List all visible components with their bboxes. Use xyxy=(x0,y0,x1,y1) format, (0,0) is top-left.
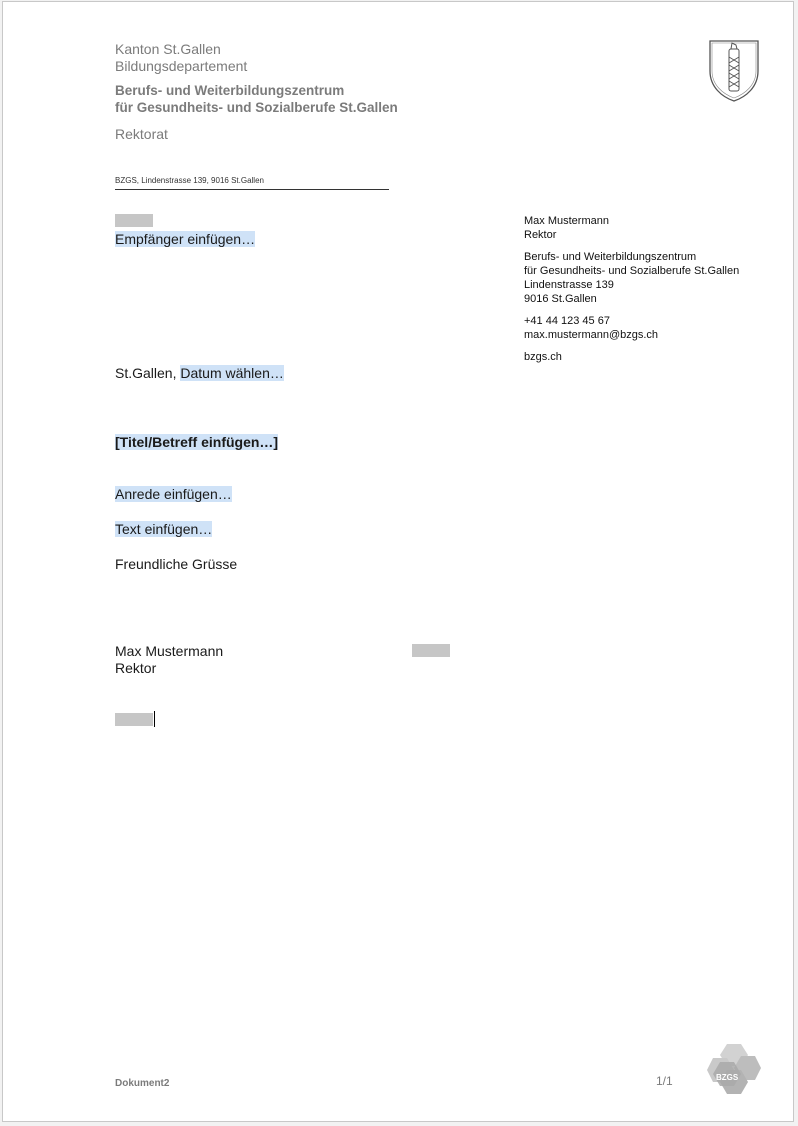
sender-email: max.mustermann@bzgs.ch xyxy=(524,329,659,341)
bzgs-logo-text: BZGS xyxy=(716,1073,739,1082)
sender-name: Max Mustermann xyxy=(524,215,609,227)
unit-name: Rektorat xyxy=(115,126,168,142)
recipient-field[interactable] xyxy=(115,231,255,247)
school-name-line2: für Gesundheits- und Sozialberufe St.Gallen xyxy=(115,100,398,115)
trailing-content-control-tag[interactable] xyxy=(115,713,153,726)
sender-org-line1: Berufs- und Weiterbildungszentrum xyxy=(524,251,697,263)
school-name-line1: Berufs- und Weiterbildungszentrum xyxy=(115,83,345,98)
canton-coat-of-arms-icon xyxy=(708,39,760,103)
sender-block xyxy=(524,214,739,364)
recipient-content-control-tag[interactable] xyxy=(115,214,153,227)
footer-page-number: 1/1 xyxy=(656,1074,673,1088)
return-address: BZGS, Lindenstrasse 139, 9016 St.Gallen xyxy=(115,176,264,185)
body-text-field[interactable] xyxy=(115,521,212,537)
recipient-placeholder[interactable]: Empfänger einfügen… xyxy=(115,231,256,247)
sender-street: Lindenstrasse 139 xyxy=(524,279,614,291)
sender-phone: +41 44 123 45 67 xyxy=(524,315,610,327)
sender-city: 9016 St.Gallen xyxy=(524,293,597,305)
sender-web: bzgs.ch xyxy=(524,351,562,363)
department-name: Bildungsdepartement xyxy=(115,58,248,74)
text-cursor xyxy=(154,711,155,727)
footer-document-name: Dokument2 xyxy=(115,1078,170,1089)
signature-role: Rektor xyxy=(115,660,157,676)
signature-name: Max Mustermann xyxy=(115,643,224,659)
bzgs-logo-icon xyxy=(707,1042,761,1096)
canton-name: Kanton St.Gallen xyxy=(115,41,221,57)
subject-placeholder[interactable]: [Titel/Betreff einfügen…] xyxy=(115,434,279,450)
date-place: St.Gallen, xyxy=(115,365,181,381)
sender-org-line2: für Gesundheits- und Sozialberufe St.Gallen xyxy=(524,265,740,277)
salutation-field[interactable] xyxy=(115,486,232,502)
document-page xyxy=(2,1,794,1122)
closing: Freundliche Grüsse xyxy=(115,556,238,572)
date-line xyxy=(115,365,284,381)
date-picker-field[interactable]: Datum wählen… xyxy=(180,365,284,381)
return-address-rule xyxy=(115,189,389,190)
salutation-placeholder[interactable]: Anrede einfügen… xyxy=(115,486,232,502)
sender-role: Rektor xyxy=(524,229,557,241)
subject-field[interactable] xyxy=(115,434,278,450)
second-signature-content-control-tag[interactable] xyxy=(412,644,450,657)
body-text-placeholder[interactable]: Text einfügen… xyxy=(115,521,213,537)
